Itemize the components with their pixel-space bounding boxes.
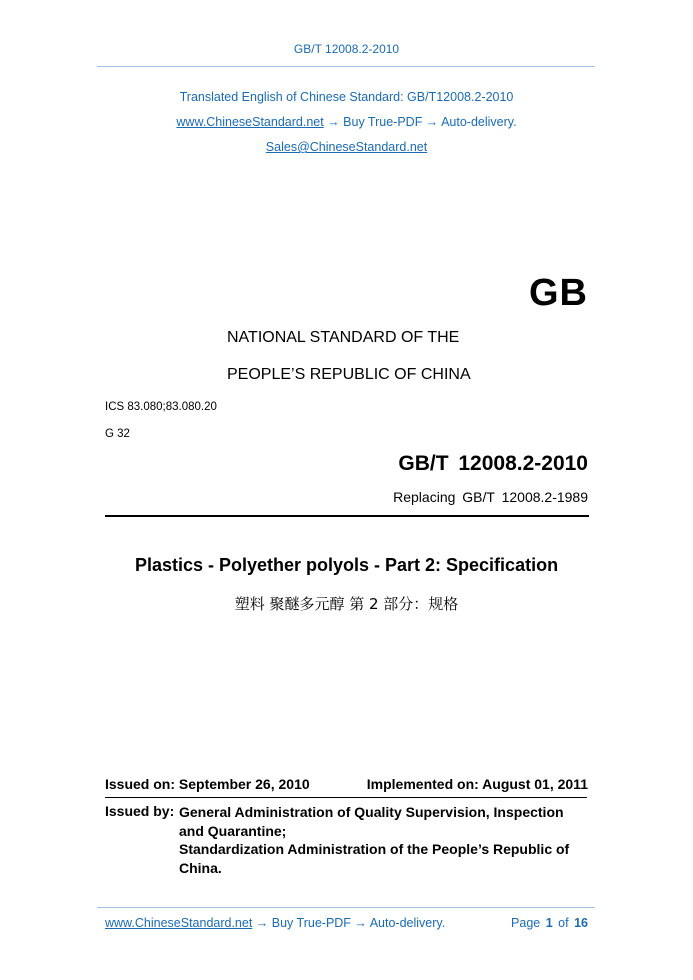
running-header-title: GB/T 12008.2-2010 [293, 42, 400, 56]
ics-code: ICS 83.080;83.080.20 [105, 401, 217, 413]
chinese-standard-site-link[interactable]: www.ChineseStandard.net [176, 115, 324, 129]
ccs-code: G 32 [105, 428, 130, 440]
issued-by-label: Issued by: [105, 803, 175, 819]
issuer-line: and Quarantine; [179, 823, 287, 839]
replacing-standard: Replacing GB/T 12008.2-1989 [393, 489, 588, 505]
cover-divider [105, 515, 589, 517]
gb-logo: GB [529, 272, 588, 314]
document-title-english: Plastics - Polyether polyols - Part 2: Specification [134, 555, 559, 575]
standard-number: GB/T 12008.2-2010 [398, 452, 588, 475]
dates-divider [105, 797, 587, 798]
issuer-line: China. [179, 860, 222, 876]
header-divider [97, 66, 595, 67]
page-number [511, 916, 588, 930]
footer-buy-text: → Buy True-PDF → Auto-delivery. [252, 916, 446, 930]
page-of: of [558, 916, 569, 930]
promo-email-line [0, 140, 693, 154]
issuer-line: General Administration of Quality Supervision, Inspection [179, 804, 564, 820]
document-title-chinese: 塑料 聚醚多元醇 第 2 部分：规格 [234, 595, 459, 613]
national-standard-line-2: PEOPLE’S REPUBLIC OF CHINA [227, 366, 471, 383]
footer-promo [105, 916, 445, 930]
sales-email-link[interactable]: Sales@ChineseStandard.net [265, 140, 428, 154]
national-standard-line-1: NATIONAL STANDARD OF THE [227, 329, 460, 346]
promo-buy-line [0, 115, 693, 129]
issued-on-date: Issued on: September 26, 2010 [105, 776, 310, 792]
footer-site-link[interactable]: www.ChineseStandard.net [105, 916, 253, 930]
issuer-line: Standardization Administration of the People’s Republic of [179, 841, 570, 857]
page-current: 1 [545, 916, 553, 930]
promo-buy-text: → Buy True-PDF → Auto-delivery. [323, 115, 517, 129]
footer-divider [97, 907, 595, 908]
implemented-on-date: Implemented on: August 01, 2011 [366, 776, 588, 792]
page-label: Page [511, 916, 541, 930]
promo-translated-line: Translated English of Chinese Standard: GB/T12008.2-2010 [179, 90, 514, 104]
page-total: 16 [574, 916, 588, 930]
